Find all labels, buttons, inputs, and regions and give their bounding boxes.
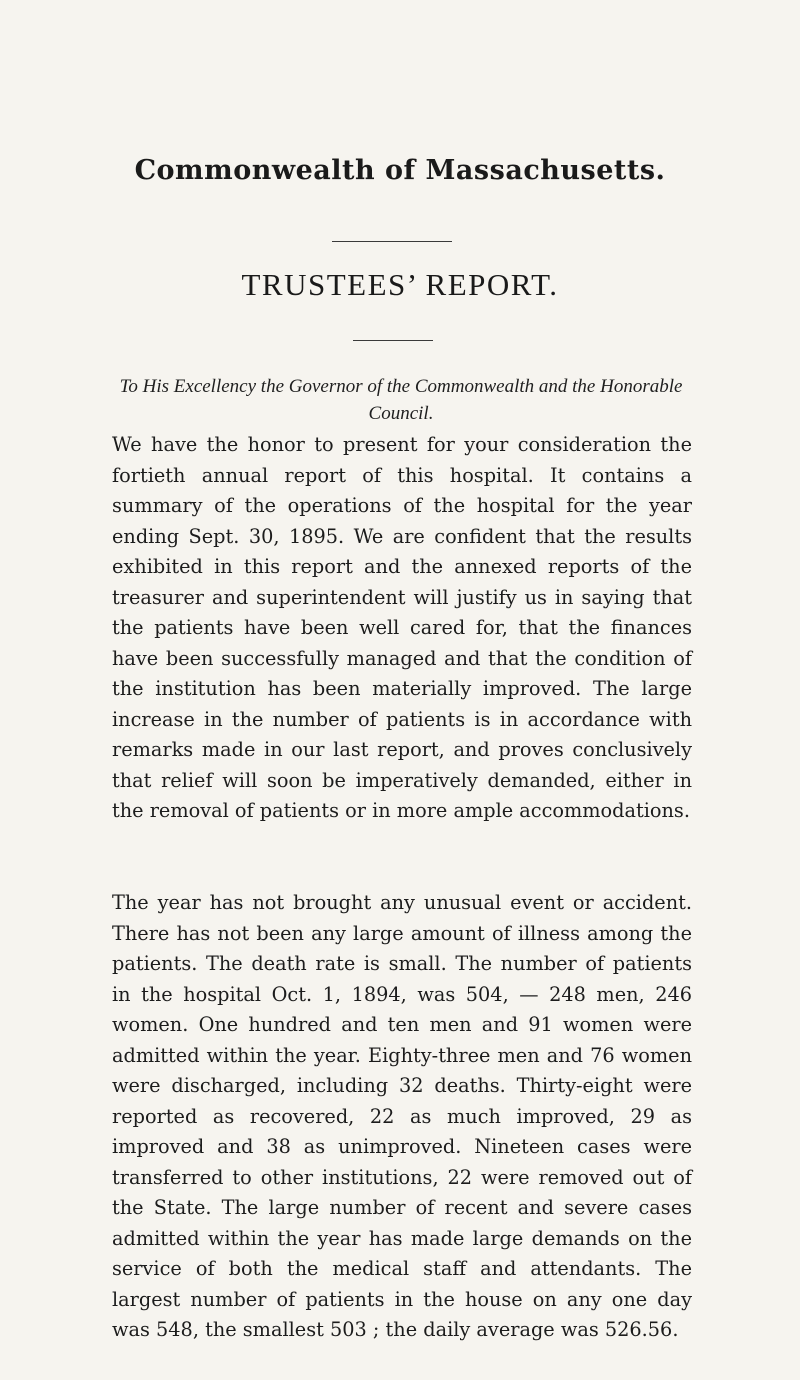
paragraph-text: We have the honor to present for your consideration the fortieth annual report of this hospital. It contains a summary of the operations of the hospital for the year ending Sept. 30, 1895. We are confident that the results exhibited in this report and the annexed reports of the treasurer and superintendent will justify us in saying that the patients have been well cared for, that the finances have been successfully managed and that the condition of the institution has been materially improved. The large increase in the number of patients is in accordance with remarks made in our last report, and proves conclusively that relief will soon be imperatively demanded, either in the removal of patients or in more ample accommodations. [112,433,692,822]
header-rule-top [332,241,452,242]
header-rule-bottom [353,340,433,341]
salutation: To His Excellency the Governor of the Commonwealth and the Honorable Council. [119,376,683,424]
paragraph-text: The year has not brought any unusual event or accident. There has not been any large amount of illness among the patients. The death rate is small. The number of patients in the hospital Oct. 1, 1894, was 504, — 248 men, 246 women. One hundred and ten men and 91 women were admitted within the year. Eighty-three men and 76 women were discharged, including 32 deaths. Thirty-eight were reported as recovered, 22 as much improved, 29 as improved and 38 as unimproved. Nineteen cases were transferred to other institutions, 22 were removed out of the State. The large number of recent and severe cases admitted within the year has made large demands on the service of both the medical staff and attendants. The largest number of patients in the house on any one day was 548, the smallest 503 ; the daily average was 526.56. [112,891,692,1341]
body-paragraph-1 [112,430,692,827]
body-paragraph-2 [112,888,692,1346]
report-title: TRUSTEES’ REPORT. [241,267,559,302]
masthead: Commonwealth of Massachusetts. [134,155,666,186]
